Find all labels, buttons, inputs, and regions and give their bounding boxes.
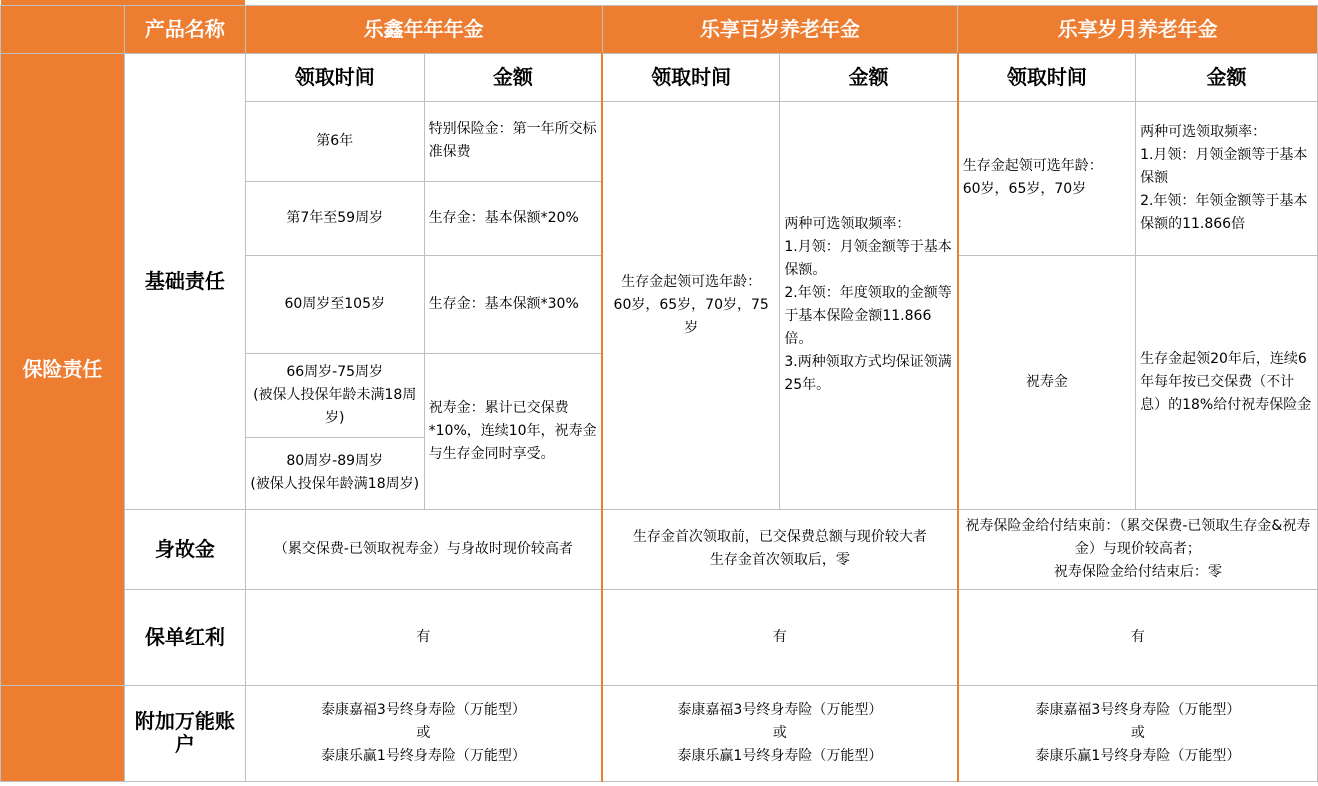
p1-time-cell: 第7年至59周岁 <box>245 181 424 255</box>
p1-dividend-cell: 有 <box>245 589 602 685</box>
universal-label: 附加万能账户 <box>124 685 245 781</box>
p2-dividend-cell: 有 <box>602 589 958 685</box>
p2-amount-header: 金额 <box>780 53 958 101</box>
p2-universal-line-1: 泰康嘉福3号终身寿险（万能型） <box>677 701 883 718</box>
p1-universal-line-3: 泰康乐赢1号终身寿险（万能型） <box>320 747 526 764</box>
p1-amount-cell: 生存金：基本保额*20% <box>424 181 602 255</box>
p3-death-cell: 祝寿保险金给付结束前：（累交保费-已领取生存金&祝寿金）与现价较高者； 祝寿保险金给付结束后：零 <box>958 509 1318 589</box>
p1-universal-cell <box>245 685 602 781</box>
p1-universal-line-2: 或 <box>416 724 431 741</box>
p1-amount-header: 金额 <box>424 53 602 101</box>
p3-time-cell-1: 生存金起领可选年龄： 60岁，65岁，70岁 <box>958 101 1136 255</box>
p1-time-cell: 第6年 <box>245 101 424 181</box>
insurance-liability-label: 保险责任 <box>1 53 125 685</box>
header-corner <box>1 5 125 53</box>
subheader-row <box>1 53 1318 101</box>
p2-time-header: 领取时间 <box>602 53 780 101</box>
death-benefit-row <box>1 509 1318 589</box>
product-name-label: 产品名称 <box>124 5 245 53</box>
p1-universal-line-1: 泰康嘉福3号终身寿险（万能型） <box>320 701 526 718</box>
p1-amount-cell: 祝寿金：累计已交保费*10%，连续10年，祝寿金与生存金同时享受。 <box>424 353 602 509</box>
p3-amount-header: 金额 <box>1136 53 1318 101</box>
header-row <box>1 5 1318 53</box>
basic-liability-label: 基础责任 <box>124 53 245 509</box>
p1-amount-cell: 生存金：基本保额*30% <box>424 255 602 353</box>
p1-amount-cell: 特别保险金：第一年所交标准保费 <box>424 101 602 181</box>
product-1-name: 乐鑫年年年金 <box>245 5 602 53</box>
p2-amount-cell: 两种可选领取频率： 1.月领：月领金额等于基本保额。 2.年领：年度领取的金额等于基本保险金额11.866倍。 3.两种领取方式均保证领满25年。 <box>780 101 958 509</box>
p3-time-cell-2: 祝寿金 <box>958 255 1136 509</box>
universal-account-row <box>1 685 1318 781</box>
p2-death-cell: 生存金首次领取前，已交保费总额与现价较大者 生存金首次领取后，零 <box>602 509 958 589</box>
product-2-name: 乐享百岁养老年金 <box>602 5 958 53</box>
dividend-label: 保单红利 <box>124 589 245 685</box>
p3-universal-line-2: 或 <box>1130 724 1145 741</box>
p2-universal-line-2: 或 <box>772 724 787 741</box>
p2-time-cell: 生存金起领可选年龄： 60岁，65岁，70岁，75岁 <box>602 101 780 509</box>
p3-universal-line-1: 泰康嘉福3号终身寿险（万能型） <box>1035 701 1241 718</box>
product-3-name: 乐享岁月养老年金 <box>958 5 1318 53</box>
p1-time-header: 领取时间 <box>245 53 424 101</box>
universal-corner <box>1 685 125 781</box>
p3-dividend-cell: 有 <box>958 589 1318 685</box>
p3-universal-cell <box>958 685 1318 781</box>
p3-amount-cell-1: 两种可选领取频率： 1.月领：月领金额等于基本保额 2.年领：年领金额等于基本保额的11.866倍 <box>1136 101 1318 255</box>
p1-time-cell: 60周岁至105岁 <box>245 255 424 353</box>
dividend-row <box>1 589 1318 685</box>
p1-time-cell: 80周岁-89周岁 (被保人投保年龄满18周岁) <box>245 437 424 509</box>
p3-universal-line-3: 泰康乐赢1号终身寿险（万能型） <box>1035 747 1241 764</box>
p1-death-cell: （累交保费-已领取祝寿金）与身故时现价较高者 <box>245 509 602 589</box>
p3-time-header: 领取时间 <box>958 53 1136 101</box>
p2-universal-line-3: 泰康乐赢1号终身寿险（万能型） <box>677 747 883 764</box>
death-benefit-label: 身故金 <box>124 509 245 589</box>
p2-universal-cell <box>602 685 958 781</box>
p3-amount-cell-2: 生存金起领20年后，连续6年每年按已交保费（不计息）的18%给付祝寿保险金 <box>1136 255 1318 509</box>
p1-time-cell: 66周岁-75周岁 (被保人投保年龄未满18周岁) <box>245 353 424 437</box>
